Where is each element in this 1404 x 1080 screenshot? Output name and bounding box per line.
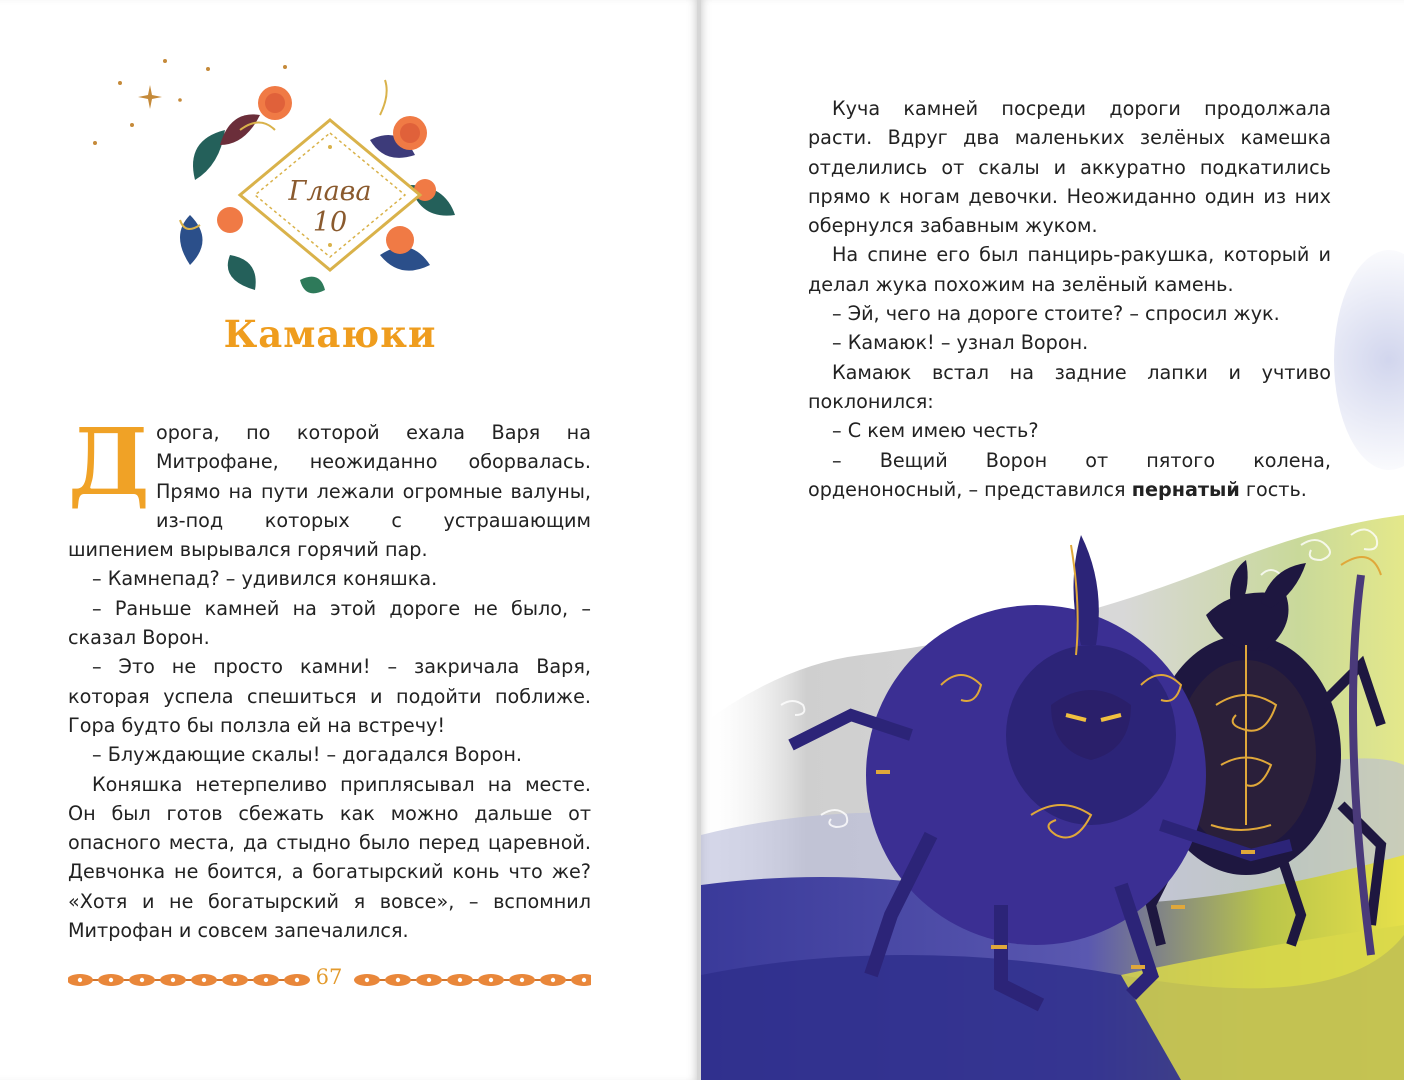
paragraph: Коняшка нетерпеливо приплясывал на месте. Он был готов сбежать как можно дальше от опасного места, да стыдно было перед царевной. Девчонка не боится, а богатырский конь что же? «Хотя и не богатырский я вовсе», – вспомнил Митрофан и совсем запечалился. <box>68 772 591 943</box>
paragraph: Камаюк встал на задние лапки и учтиво поклонился: <box>808 360 1331 413</box>
edge-watercolor-icon <box>1334 250 1404 470</box>
first-paragraph <box>68 408 591 564</box>
paragraph: – Раньше камней на этой дороге не было, – сказал Ворон. <box>68 596 591 650</box>
chapter-title: Камаюки <box>223 312 437 356</box>
paragraph: На спине его был панцирь-ракушка, который и делал жука похожим на зелёный камень. <box>808 243 1331 296</box>
bold-word: пернатый <box>1131 477 1240 501</box>
paragraph: Куча камней посреди дороги продолжала расти. Вдруг два маленьких зелёных камешка отделились от скалы и аккуратно подкатились прямо к ногам девочки. Неожиданно один из них обернулся забавным жуком. <box>808 97 1331 238</box>
beetles-illustration <box>701 505 1404 1080</box>
page-number: 67 <box>315 965 343 989</box>
paragraph: – С кем имею честь? <box>832 419 1039 443</box>
paragraph: – Камнепад? – удивился коняшка. <box>92 567 438 591</box>
paragraph: – Эй, чего на дороге стоите? – спросил жук. <box>832 302 1280 326</box>
drop-cap: Д <box>68 408 150 516</box>
right-page-text <box>808 94 1331 504</box>
last-paragraph <box>808 446 1331 505</box>
paragraph: – Это не просто камни! – закричала Варя, которая успела спешиться и подойти поближе. Гора будто бы ползла ей на встречу! <box>68 655 591 737</box>
last-paragraph-start: – Вещий Ворон от пятого колена, орденоносный, – представился <box>808 448 1331 501</box>
paragraph: – Блуждающие скалы! – догадался Ворон. <box>92 743 522 767</box>
chapter-label: Глава 10 <box>288 176 372 238</box>
first-paragraph-text: орога, по которой ехала Варя на Митрофане, неожиданно оборвалась. Прямо на пути лежали огромные валуны, из-под которых с устрашающим шипением вырывался горячий пар. <box>68 421 591 562</box>
left-page <box>0 0 697 1080</box>
last-paragraph-end: гость. <box>1239 477 1307 501</box>
sparkle-stars-icon <box>93 59 287 145</box>
right-page <box>701 0 1404 1080</box>
page-footer <box>68 962 591 998</box>
paragraph: – Камаюк! – узнал Ворон. <box>832 331 1089 355</box>
left-page-text <box>68 408 591 945</box>
